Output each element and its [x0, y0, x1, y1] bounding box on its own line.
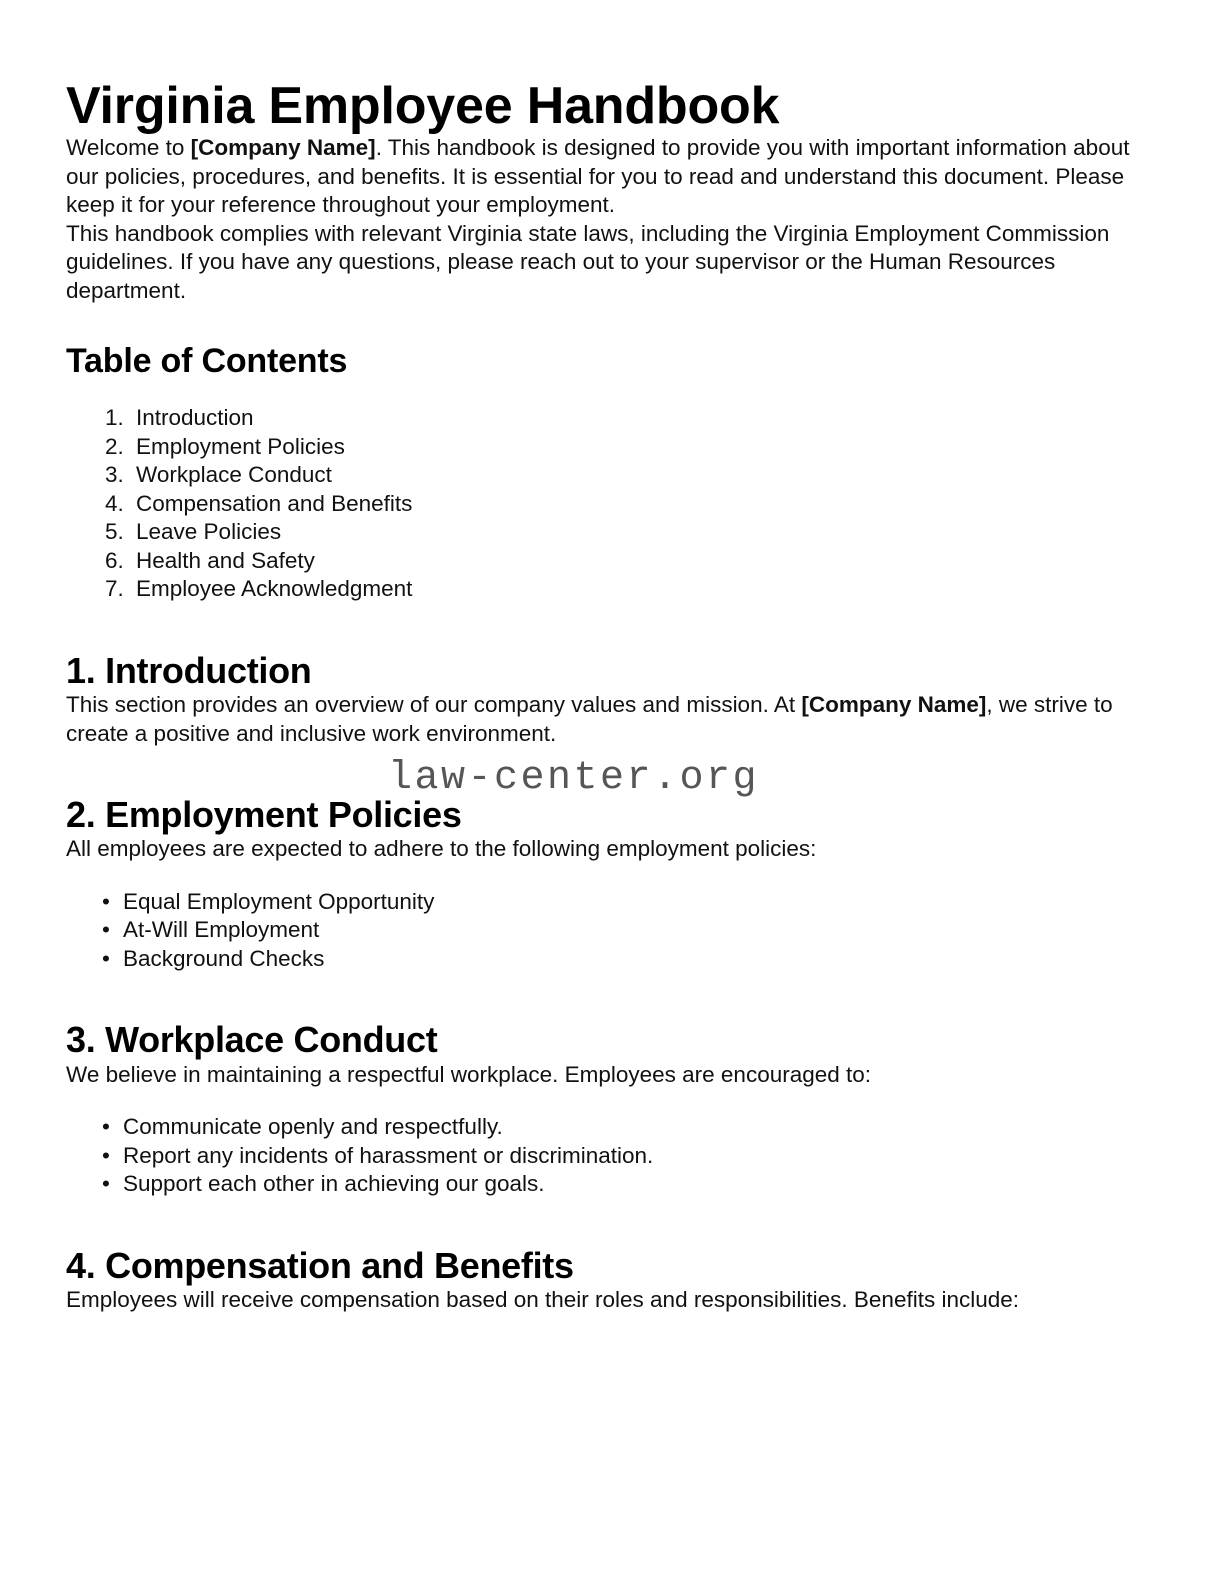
- page-title: Virginia Employee Handbook: [66, 77, 780, 135]
- list-item: • At-Will Employment: [123, 916, 1145, 945]
- employment-policies-list: [66, 888, 1145, 974]
- list-item: • Background Checks: [123, 945, 1145, 974]
- list-item: • Equal Employment Opportunity: [123, 888, 1145, 917]
- table-of-contents-heading: Table of Contents: [66, 342, 348, 381]
- section-paragraph-introduction: [66, 691, 1145, 748]
- section-heading-compensation-and-benefits: 4. Compensation and Benefits: [66, 1244, 574, 1286]
- section-paragraph-workplace-conduct: We believe in maintaining a respectful workplace. Employees are encouraged to:: [66, 1061, 872, 1087]
- company-name-placeholder: [Company Name]: [190, 135, 376, 161]
- list-item: • Report any incidents of harassment or discrimination.: [123, 1142, 1145, 1171]
- section-paragraph-compensation-and-benefits: Employees will receive compensation based on their roles and responsibilities. Benefits include:: [66, 1286, 1020, 1312]
- section-heading-workplace-conduct: 3. Workplace Conduct: [66, 1019, 438, 1061]
- section-paragraph-employment-policies: All employees are expected to adhere to the following employment policies:: [66, 836, 817, 862]
- toc-item-workplace-conduct[interactable]: 3. Workplace Conduct: [130, 461, 1145, 490]
- list-item: • Communicate openly and respectfully.: [123, 1113, 1145, 1142]
- toc-item-introduction[interactable]: 1. Introduction: [130, 404, 1145, 433]
- toc-item-compensation-and-benefits[interactable]: 4. Compensation and Benefits: [130, 490, 1145, 519]
- toc-item-employment-policies[interactable]: 2. Employment Policies: [130, 433, 1145, 462]
- toc-item-leave-policies[interactable]: 5. Leave Policies: [130, 518, 1145, 547]
- section-paragraph-introduction-rest: , we strive to create a positive and inclusive work environment.: [66, 692, 1113, 746]
- intro-paragraph-1-rest: . This handbook is designed to provide you with important information about our policies, procedures, and benefits. It is essential for you to read and understand this document. Please keep it for your reference throughout your employment.: [66, 135, 1130, 218]
- list-item: • Support each other in achieving our goals.: [123, 1170, 1145, 1199]
- intro-paragraph-1: [66, 134, 1145, 220]
- workplace-conduct-list: [66, 1113, 1145, 1199]
- section-heading-employment-policies: 2. Employment Policies: [66, 794, 462, 836]
- intro-paragraph-2: This handbook complies with relevant Virginia state laws, including the Virginia Employment Commission guidelines. If you have any questions, please reach out to your supervisor or the Human Resources department.: [66, 220, 1110, 303]
- table-of-contents-list: [66, 404, 1145, 604]
- section-heading-introduction: 1. Introduction: [66, 649, 312, 691]
- intro-paragraph-1-lead: Welcome to: [66, 135, 191, 161]
- site-watermark: law-center.org: [388, 756, 760, 801]
- company-name-placeholder-2: [Company Name]: [801, 692, 987, 718]
- section-paragraph-introduction-lead: This section provides an overview of our company values and mission. At: [66, 692, 802, 718]
- toc-item-employee-acknowledgment[interactable]: 7. Employee Acknowledgment: [130, 575, 1145, 604]
- toc-item-health-and-safety[interactable]: 6. Health and Safety: [130, 547, 1145, 576]
